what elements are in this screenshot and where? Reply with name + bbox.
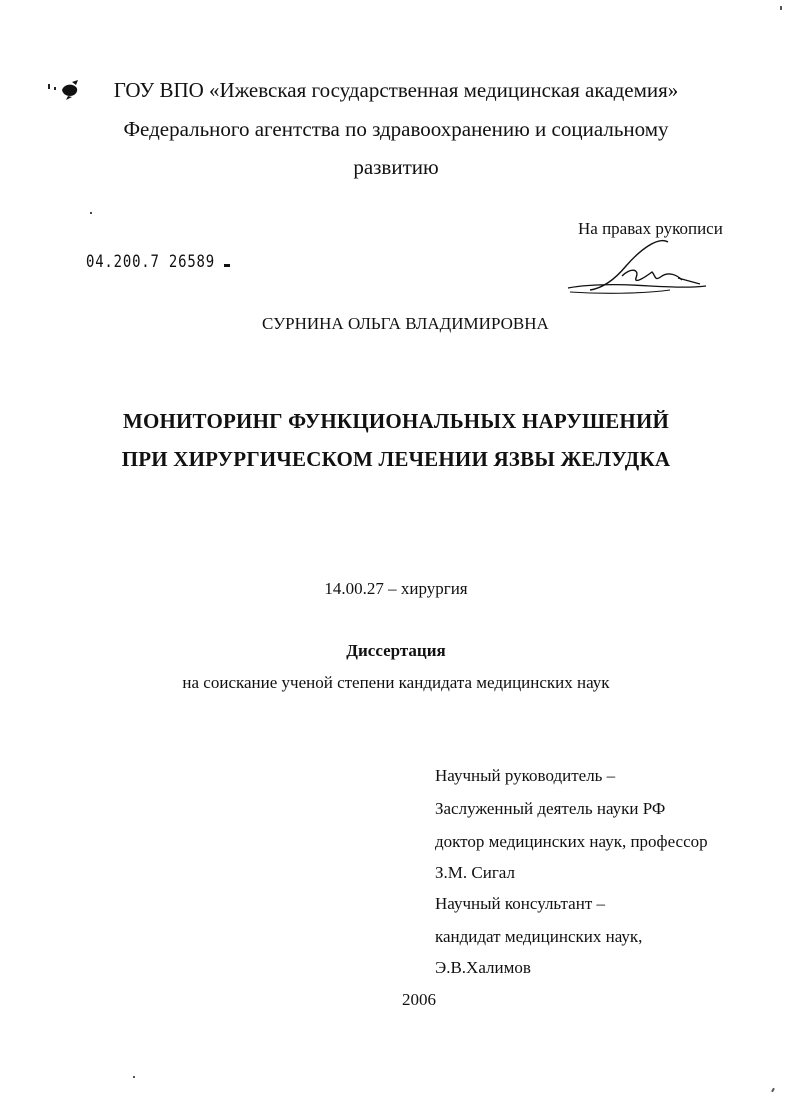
supervisor-line: Научный руководитель – <box>435 766 616 785</box>
supervisor-line: З.М. Сигал <box>435 863 515 882</box>
signature-icon <box>560 232 710 302</box>
dissertation-heading: Диссертация <box>346 641 446 660</box>
registration-stamp: 04.200.7 26589 <box>86 252 215 272</box>
scan-speck <box>771 1088 775 1092</box>
title-line-1: МОНИТОРИНГ ФУНКЦИОНАЛЬНЫХ НАРУШЕНИЙ <box>122 409 670 433</box>
supervisor-line: доктор медицинских наук, профессор <box>435 832 708 851</box>
author-name: СУРНИНА ОЛЬГА ВЛАДИМИРОВНА <box>262 314 549 333</box>
year: 2006 <box>402 990 436 1009</box>
header-line-3: развитию <box>353 155 439 179</box>
manuscript-note: На правах рукописи <box>578 219 723 238</box>
header-line-2: Федерального агентства по здравоохранению и социальному <box>123 117 669 141</box>
scan-speck <box>133 1076 135 1078</box>
supervisor-line: Заслуженный деятель науки РФ <box>435 799 666 818</box>
supervisor-line: кандидат медицинских наук, <box>435 927 643 946</box>
scan-speck <box>90 212 92 214</box>
stamp-dash <box>224 264 230 267</box>
specialty: 14.00.27 – хирургия <box>324 579 468 598</box>
scan-speck <box>780 6 782 10</box>
supervisor-line: Научный консультант – <box>435 894 605 913</box>
title-line-2: ПРИ ХИРУРГИЧЕСКОМ ЛЕЧЕНИИ ЯЗВЫ ЖЕЛУДКА <box>121 447 671 471</box>
dissertation-subtitle: на соискание ученой степени кандидата медицинских наук <box>182 673 610 692</box>
header-line-1: ГОУ ВПО «Ижевская государственная медицинская академия» <box>113 78 679 102</box>
supervisor-line: Э.В.Халимов <box>435 958 531 977</box>
